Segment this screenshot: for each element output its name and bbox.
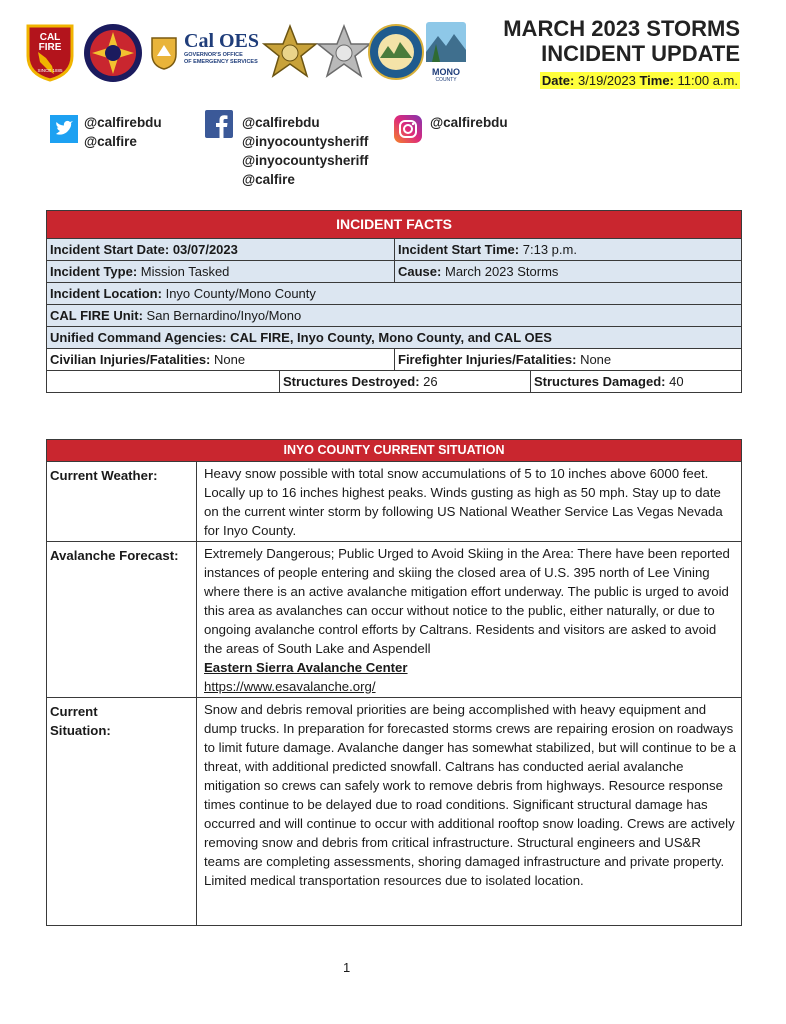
unified-command-agencies	[47, 327, 742, 349]
incident-start-time-value: 7:13 p.m.	[522, 242, 577, 257]
firefighter-injuries-label: Firefighter Injuries/Fatalities:	[398, 352, 577, 367]
structures-damaged-value: 40	[669, 374, 684, 389]
instagram-handles	[430, 113, 508, 132]
caloes-logo-sub1: GOVERNOR'S OFFICE	[184, 52, 243, 58]
instagram-icon	[394, 115, 422, 143]
date-label: Date:	[541, 73, 575, 88]
date-value: 3/19/2023	[578, 73, 636, 88]
incident-start-date-label: Incident Start Date:	[50, 242, 170, 257]
facebook-icon	[205, 110, 233, 138]
structures-damaged-label: Structures Damaged:	[534, 374, 666, 389]
twitter-handle[interactable]: @calfirebdu	[84, 115, 162, 130]
mono-county-logo	[426, 22, 466, 83]
structures-destroyed-label: Structures Destroyed:	[283, 374, 420, 389]
current-situation-label-line1: Current	[50, 704, 98, 719]
time-value: 11:00 a.m.	[677, 73, 738, 88]
page-title	[503, 16, 740, 66]
calfire-unit-label: CAL FIRE Unit:	[50, 308, 143, 323]
twitter-handles	[84, 113, 162, 151]
page-number: 1	[343, 960, 351, 975]
mono-county-logo-name: MONO	[432, 67, 460, 77]
caloes-logo-name: Cal OES	[184, 30, 260, 52]
avalanche-center-url[interactable]: https://www.esavalanche.org/	[204, 679, 376, 694]
fire-department-emblem	[82, 22, 144, 84]
avalanche-center-link[interactable]: Eastern Sierra Avalanche Center	[204, 660, 408, 675]
incident-start-date	[47, 239, 395, 261]
firefighter-injuries-value: None	[580, 352, 612, 367]
avalanche-forecast-cell	[197, 542, 742, 698]
calfire-logo-line3: SINCE 1885	[37, 68, 63, 73]
incident-cause	[395, 261, 742, 283]
unified-command-value: CAL FIRE, Inyo County, Mono County, and CAL OES	[230, 330, 552, 345]
sheriff-star-icon-2	[316, 24, 372, 80]
current-situation-text: Snow and debris removal priorities are being accomplished with heavy equipment and dump trucks. In preparation for forecasted storms crews are repairing erosion on roadways to limit future damage. Avalanche danger has somewhat stabilized, but will continue to be a threat, with additional predicted snowfall. Caltrans has conducted aerial avalanche mitigation so crews can safely work to remove debris from highways. Resource response times continue to be delayed due to road conditions. Significant structural damage has occurred and will continue to occur with additional rooftop snow loading. Crews are actively removing snow and debris from critical infrastructure. Structural engineers and US&R teams are completing assessments, shoring damaged infrastructure and private property. Limited medical transportation resources due to isolated location.	[197, 698, 742, 926]
facebook-handle[interactable]: @calfirebdu	[242, 115, 320, 130]
empty-cell	[47, 371, 280, 393]
sheriff-star-icon	[262, 24, 318, 80]
firefighter-injuries	[395, 349, 742, 371]
calfire-logo-line1: CAL	[39, 32, 61, 43]
current-weather-text: Heavy snow possible with total snow accumulations of 5 to 10 inches above 6000 feet. Locally up to 16 inches highest peaks. Winds gusting as high as 50 mph. Stay up to date on the current winter storm by following US National Weather Service Las Vegas Nevada for Inyo County.	[197, 462, 742, 542]
incident-cause-label: Cause:	[398, 264, 442, 279]
current-situation-label-line2: Situation:	[50, 723, 111, 738]
time-label: Time:	[639, 73, 674, 88]
calfire-unit	[47, 305, 742, 327]
state-seal-icon	[150, 36, 178, 70]
mono-county-logo-sub: COUNTY	[435, 77, 457, 83]
avalanche-forecast-label: Avalanche Forecast:	[47, 542, 197, 698]
structures-damaged	[531, 371, 742, 393]
avalanche-forecast-text: Extremely Dangerous; Public Urged to Avoid Skiing in the Area: There have been reported instances of people entering and skiing the closed area of U.S. 395 north of Lee Vining where there is an active avalanche mitigation effort underway. The public is urged to avoid this area as avalanches can occur without notice to the public, either naturally, or due to ongoing avalanche control efforts by Caltrans. Residents and visitors are asked to avoid the areas of South Lake and Aspendell	[204, 546, 730, 656]
caloes-logo	[184, 30, 266, 74]
civilian-injuries-label: Civilian Injuries/Fatalities:	[50, 352, 211, 367]
incident-start-date-value: 03/07/2023	[172, 242, 238, 257]
incident-type-value: Mission Tasked	[140, 264, 230, 279]
incident-cause-value: March 2023 Storms	[444, 264, 559, 279]
incident-type	[47, 261, 395, 283]
facebook-handle[interactable]: @calfire	[242, 172, 295, 187]
incident-start-time	[395, 239, 742, 261]
current-weather-label: Current Weather:	[47, 462, 197, 542]
incident-type-label: Incident Type:	[50, 264, 138, 279]
structures-destroyed	[280, 371, 531, 393]
incident-location-label: Incident Location:	[50, 286, 162, 301]
twitter-handle[interactable]: @calfire	[84, 134, 137, 149]
current-situation-label	[47, 698, 197, 926]
county-seal	[368, 24, 424, 80]
instagram-handle[interactable]: @calfirebdu	[430, 115, 508, 130]
calfire-logo-line2: FIRE	[38, 42, 62, 53]
incident-location	[47, 283, 742, 305]
caloes-logo-sub2: OF EMERGENCY SERVICES	[184, 59, 258, 65]
title-line-1: MARCH 2023 STORMS	[503, 16, 740, 41]
incident-facts-header: INCIDENT FACTS	[47, 211, 742, 239]
twitter-icon	[50, 115, 78, 143]
date-time-line	[540, 72, 740, 89]
facebook-handles	[242, 113, 368, 189]
incident-location-value: Inyo County/Mono County	[165, 286, 316, 301]
title-line-2: INCIDENT UPDATE	[541, 41, 740, 66]
inyo-situation-table	[46, 439, 742, 926]
facebook-handle[interactable]: @inyocountysheriff	[242, 134, 369, 149]
structures-destroyed-value: 26	[423, 374, 438, 389]
facebook-handle[interactable]: @inyocountysheriff	[242, 153, 369, 168]
inyo-situation-header: INYO COUNTY CURRENT SITUATION	[47, 440, 742, 462]
incident-start-time-label: Incident Start Time:	[398, 242, 520, 257]
civilian-injuries	[47, 349, 395, 371]
civilian-injuries-value: None	[214, 352, 246, 367]
calfire-logo	[24, 22, 76, 82]
incident-facts-table	[46, 210, 742, 393]
unified-command-label: Unified Command Agencies:	[50, 330, 227, 345]
calfire-unit-value: San Bernardino/Inyo/Mono	[146, 308, 302, 323]
